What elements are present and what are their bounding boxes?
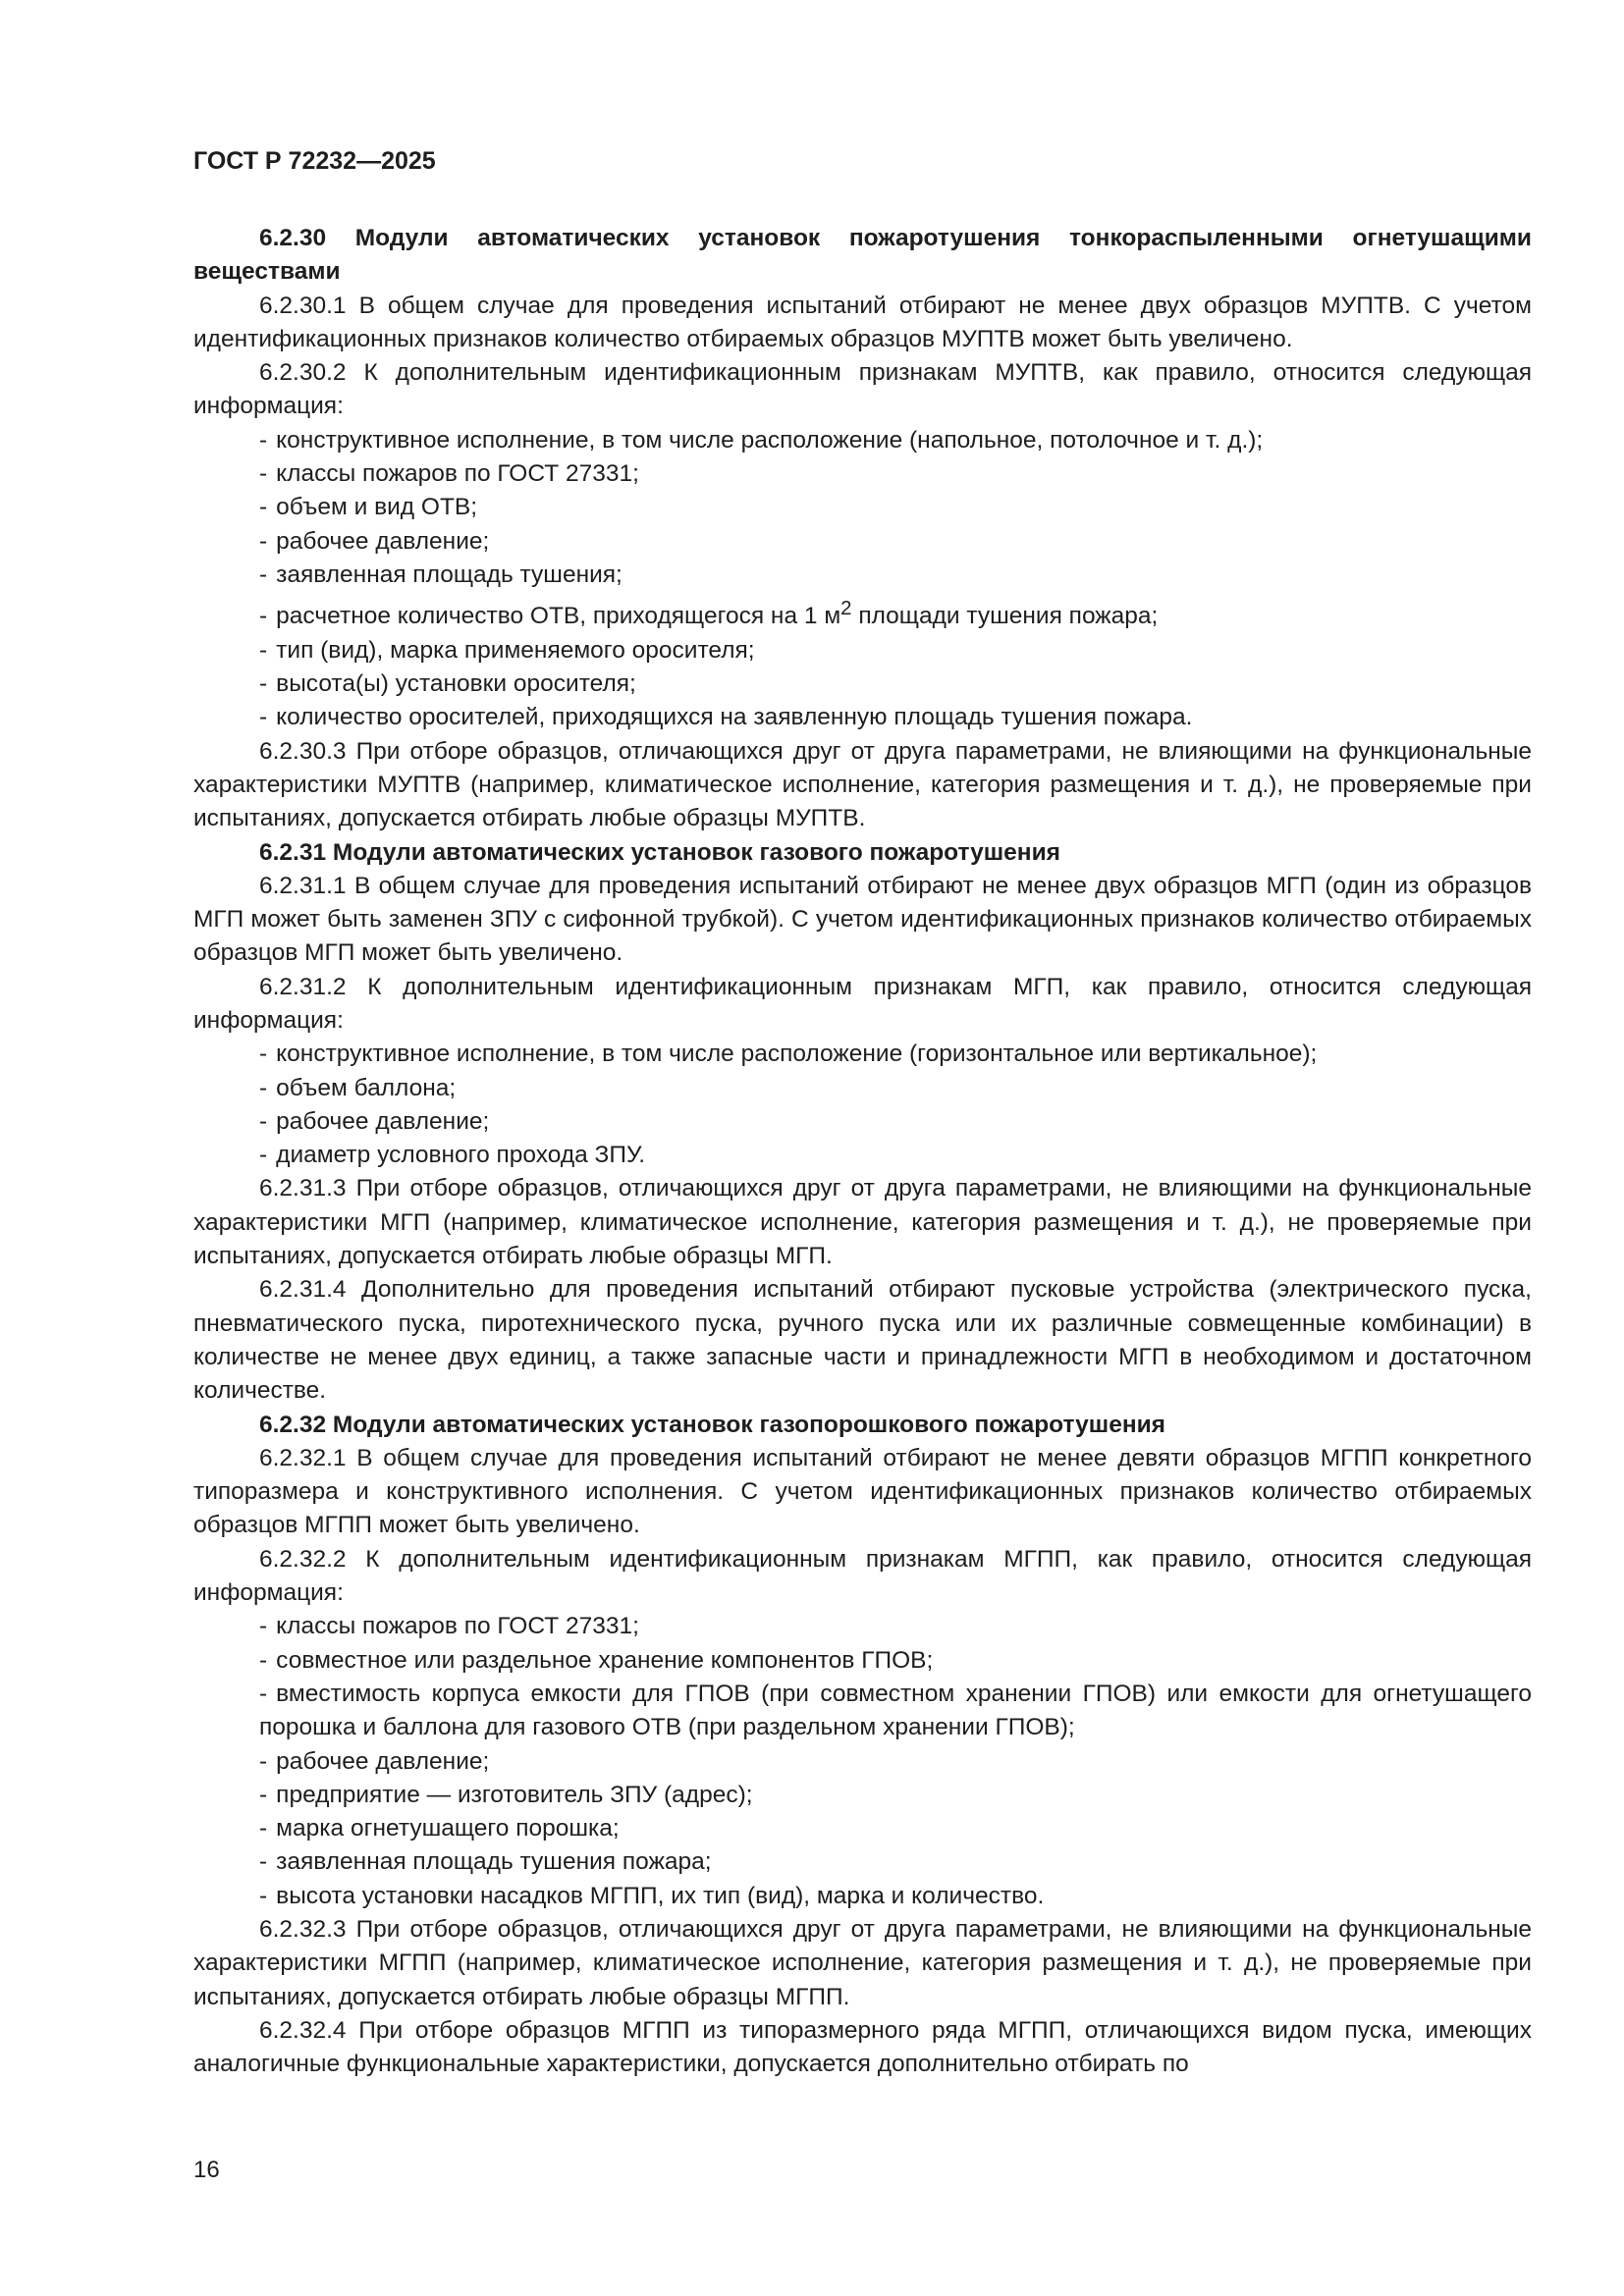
section-heading-6-2-32: 6.2.32 Модули автоматических установок газопорошкового пожаротушения	[259, 1411, 1165, 1438]
list-item: - предприятие — изготовитель ЗПУ (адрес);	[259, 1781, 753, 1808]
list-item: - рабочее давление;	[259, 1747, 490, 1775]
list-marker: -	[259, 704, 268, 731]
paragraph-6-2-32-3: 6.2.32.3 При отборе образцов, отличающихся друг от друга параметрами, не влияющими на функциональные характеристики МГПП (например, климатическое исполнение, категория размещения и т. д.), не проверяемые при испытаниях, допускается отбирать любые образцы МГПП.	[193, 1916, 1532, 2010]
list-marker: -	[259, 527, 268, 555]
list-item: - заявленная площадь тушения пожара;	[259, 1848, 712, 1876]
list-marker: -	[259, 603, 268, 630]
list-marker: -	[259, 1613, 268, 1640]
list-item: - высота(ы) установки оросителя;	[259, 670, 636, 698]
list-item: - высота установки насадков МГПП, их тип (вид), марка и количество.	[259, 1882, 1045, 1909]
list-item: - объем баллона;	[259, 1074, 457, 1101]
list-marker: -	[259, 1815, 268, 1842]
list-item: - тип (вид), марка применяемого оросителя;	[259, 636, 755, 664]
list-marker: -	[259, 460, 268, 488]
list-item: - заявленная площадь тушения;	[259, 561, 623, 588]
list-marker: -	[259, 636, 268, 664]
paragraph-6-2-31-3: 6.2.31.3 При отборе образцов, отличающихся друг от друга параметрами, не влияющими на функциональные характеристики МГП (например, климатическое исполнение, категория размещения и т. д.), не проверяемые при испытаниях, допускается отбирать любые образцы МГП.	[193, 1175, 1532, 1270]
paragraph-6-2-32-1: 6.2.32.1 В общем случае для проведения испытаний отбирают не менее девяти образцов МГПП конкретного типоразмера и конструктивного исполнения. С учетом идентификационных признаков количество отбираемых образцов МГПП может быть увеличено.	[193, 1444, 1532, 1539]
list-marker: -	[259, 561, 268, 588]
list-item: - классы пожаров по ГОСТ 27331;	[259, 1613, 639, 1640]
paragraph-6-2-30-1: 6.2.30.1 В общем случае для проведения испытаний отбирают не менее двух образцов МУПТВ. С учетом идентификационных признаков количество отбираемых образцов МУПТВ может быть увеличено.	[193, 292, 1532, 352]
list-marker: -	[259, 1747, 268, 1775]
document-body	[193, 222, 1532, 2081]
list-6-2-31-2	[193, 1038, 1532, 1172]
superscript: 2	[840, 598, 852, 620]
section-heading-6-2-30: 6.2.30 Модули автоматических установок пожаротушения тонкораспыленными огнетушащими веществами	[193, 225, 1532, 286]
paragraph-6-2-30-3: 6.2.30.3 При отборе образцов, отличающихся друг от друга параметрами, не влияющими на функциональные характеристики МУПТВ (например, климатическое исполнение, категория размещения и т. д.), не проверяемые при испытаниях, допускается отбирать любые образцы МУПТВ.	[193, 737, 1532, 832]
list-item: - конструктивное исполнение, в том числе расположение (напольное, потолочное и т. д.);	[259, 426, 1264, 454]
list-marker: -	[259, 1848, 268, 1876]
list-item: - количество оросителей, приходящихся на заявленную площадь тушения пожара.	[259, 704, 1193, 731]
list-item: - классы пожаров по ГОСТ 27331;	[259, 460, 639, 488]
page-number: 16	[193, 2157, 220, 2183]
paragraph-6-2-32-4: 6.2.32.4 При отборе образцов МГПП из типоразмерного ряда МГПП, отличающихся видом пуска, имеющих аналогичные функциональные характеристики, допускается дополнительно отбирать по	[193, 2016, 1532, 2078]
list-item: - объем и вид ОТВ;	[259, 494, 478, 521]
list-marker: -	[259, 670, 268, 698]
list-item: - марка огнетушащего порошка;	[259, 1815, 620, 1842]
list-item: - рабочее давление;	[259, 527, 490, 555]
list-item: - вместимость корпуса емкости для ГПОВ (при совместном хранении ГПОВ) или емкости для огнетушащего порошка и баллона для газового ОТВ (при раздельном хранении ГПОВ);	[259, 1680, 1532, 1741]
section-heading-6-2-31: 6.2.31 Модули автоматических установок газового пожаротушения	[259, 838, 1060, 866]
list-marker: -	[259, 1074, 268, 1101]
list-6-2-30-2	[193, 424, 1532, 735]
list-marker: -	[259, 1646, 268, 1674]
list-marker: -	[259, 1041, 268, 1068]
list-marker: -	[259, 426, 268, 454]
list-item: - расчетное количество ОТВ, приходящегося на 1 $м^2$ площади тушения пожара;	[259, 598, 1159, 630]
list-marker: -	[259, 1882, 268, 1909]
list-marker: -	[259, 1680, 268, 1707]
list-item: - конструктивное исполнение, в том числе расположение (горизонтальное или вертикальное);	[259, 1041, 1318, 1068]
document-header: ГОСТ Р 72232—2025	[193, 147, 436, 175]
list-marker: -	[259, 1781, 268, 1808]
list-marker: -	[259, 1107, 268, 1135]
list-item: - рабочее давление;	[259, 1107, 490, 1135]
paragraph-6-2-31-1: 6.2.31.1 В общем случае для проведения испытаний отбирают не менее двух образцов МГП (один из образцов МГП может быть заменен ЗПУ с сифонной трубкой). С учетом идентификационных признаков количество отбираемых образцов МГП может быть увеличено.	[193, 872, 1532, 967]
list-marker: -	[259, 494, 268, 521]
paragraph-6-2-31-2: 6.2.31.2 К дополнительным идентификационным признакам МГП, как правило, относится следующая информация:	[193, 973, 1532, 1034]
list-marker: -	[259, 1142, 268, 1169]
paragraph-6-2-32-2: 6.2.32.2 К дополнительным идентификационным признакам МГПП, как правило, относится следующая информация:	[193, 1545, 1532, 1607]
paragraph-6-2-30-2: 6.2.30.2 К дополнительным идентификационным признакам МУПТВ, как правило, относится следующая информация:	[193, 359, 1532, 420]
list-item: - диаметр условного прохода ЗПУ.	[259, 1142, 646, 1169]
list-6-2-32-2	[193, 1610, 1532, 1913]
list-item: - совместное или раздельное хранение компонентов ГПОВ;	[259, 1646, 934, 1674]
paragraph-6-2-31-4: 6.2.31.4 Дополнительно для проведения испытаний отбирают пусковые устройства (электрического пуска, пневматического пуска, пиротехнического пуска, ручного пуска или их различные совмещенные комбинации) в количестве не менее двух единиц, а также запасные части и принадлежности МГП в необходимом и достаточном количестве.	[193, 1276, 1532, 1405]
